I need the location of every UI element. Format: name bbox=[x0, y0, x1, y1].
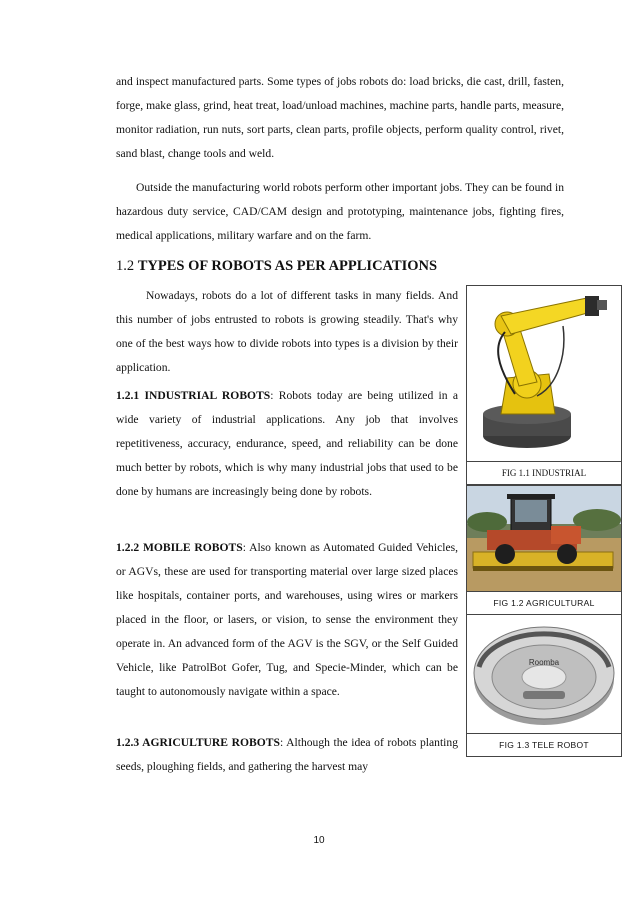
figure-tele-robot bbox=[466, 614, 622, 734]
figure-agricultural-robot bbox=[466, 485, 622, 593]
figure-caption-industrial: FIG 1.1 INDUSTRIAL bbox=[466, 461, 622, 485]
robot-vacuum-brand: Roomba bbox=[528, 658, 560, 667]
agricultural-harvester-image bbox=[467, 486, 621, 592]
section-number: 1.2 bbox=[116, 258, 135, 274]
intro-paragraph: and inspect manufactured parts. Some types of jobs robots do: load bricks, die cast, drill, fasten, forge, make glass, grind, heat treat, load/unload machines, machine parts, handle parts, measure, monitor radiation, run nuts, sort parts, clean parts, profile objects, perform quality control, rivet, sand blast, change tools and weld. bbox=[116, 75, 564, 160]
page-number: 10 bbox=[313, 835, 325, 846]
figure-caption-tele-robot: FIG 1.3 TELE ROBOT bbox=[466, 733, 622, 757]
agriculture-robots-paragraph bbox=[116, 731, 458, 779]
mobile-robots-label: 1.2.2 MOBILE ROBOTS bbox=[116, 541, 243, 554]
section-heading bbox=[116, 258, 576, 275]
mobile-robots-paragraph bbox=[116, 536, 458, 704]
robot-vacuum-image bbox=[467, 615, 621, 733]
nowadays-paragraph: Nowadays, robots do a lot of different tasks in many fields. And this number of jobs entrusted to robots is growing steadily. That's why one of the best ways how to divide robots into types is a division by their application. bbox=[116, 289, 458, 374]
figure-caption-agricultural: FIG 1.2 AGRICULTURAL bbox=[466, 591, 622, 615]
industrial-robots-paragraph bbox=[116, 384, 458, 504]
figure-industrial-robot bbox=[466, 285, 622, 462]
section-title: TYPES OF ROBOTS AS PER APPLICATIONS bbox=[137, 258, 438, 274]
industrial-robot-arm-image bbox=[467, 286, 621, 461]
industrial-robots-text: : Robots today are being utilized in a wide variety of industrial applications. Any job that involves repetitiveness, accuracy, endurance, speed, and reliability can be done much better by robots, which is why many industrial jobs that used to be done by humans are increasingly being done by robots. bbox=[116, 389, 459, 498]
industrial-robots-label: 1.2.1 INDUSTRIAL ROBOTS bbox=[116, 389, 271, 402]
agriculture-robots-text: : Although the idea of robots planting seeds, ploughing fields, and gathering the harvest may bbox=[116, 736, 458, 773]
outside-manufacturing-paragraph: Outside the manufacturing world robots perform other important jobs. They can be found in hazardous duty service, CAD/CAM design and prototyping, maintenance jobs, fighting fires, medical applications, military warfare and on the farm. bbox=[116, 181, 564, 242]
mobile-robots-text: : Also known as Automated Guided Vehicles, or AGVs, these are used for transporting material over large sized places like hospitals, container ports, and warehouses, using wires or markers placed in the floor, or lasers, or vision, to sense the environment they operate in. An advanced form of the AGV is the SGV, or the Self Guided Vehicle, like PatrolBot Gofer, Tug, and Specie-Minder, which can be taught to autonomously navigate within a space. bbox=[116, 541, 458, 698]
agriculture-robots-label: 1.2.3 AGRICULTURE ROBOTS bbox=[116, 736, 280, 749]
